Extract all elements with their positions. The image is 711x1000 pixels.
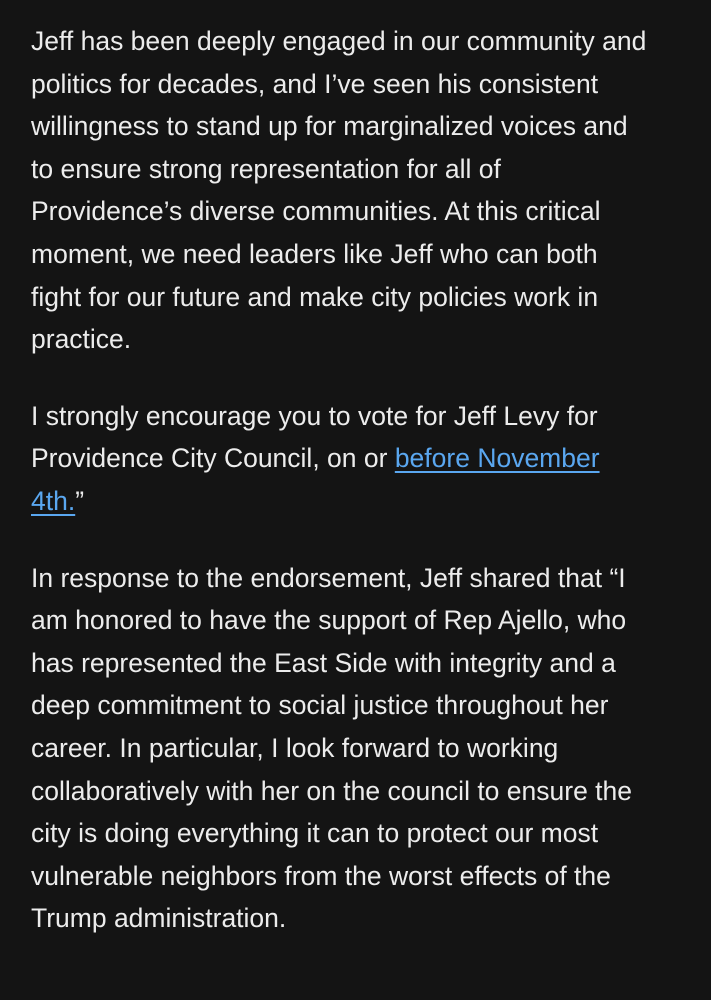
text-line: Trump administration. (31, 903, 287, 934)
closing-quote: ” (75, 485, 85, 516)
text-line: collaboratively with her on the council to ensure the (31, 775, 633, 806)
text-line: vulnerable neighbors from the worst effects of the (31, 860, 611, 891)
text-line (31, 437, 711, 480)
paragraph-endorsement-quote (31, 20, 711, 361)
text-line: am honored to have the support of Rep Ajello, who (31, 605, 627, 636)
paragraph-jeff-response (31, 557, 711, 940)
text-line: moment, we need leaders like Jeff who can both (31, 238, 598, 269)
text-line: city is doing everything it can to protect our most (31, 818, 599, 849)
text-line (31, 480, 711, 523)
text-line: politics for decades, and I’ve seen his consistent (31, 68, 599, 99)
election-date-link[interactable]: before November (394, 443, 600, 474)
text-line: fight for our future and make city policies work in (31, 281, 599, 312)
text-line: I strongly encourage you to vote for Jeff Levy for (31, 400, 598, 431)
election-date-link-continued[interactable]: 4th. (31, 485, 76, 516)
text-line: deep commitment to social justice throughout her (31, 690, 609, 721)
text-line: Jeff has been deeply engaged in our community and (31, 26, 647, 56)
paragraph-vote-call (31, 395, 711, 523)
text-line: career. In particular, I look forward to working (31, 732, 559, 763)
text-line: In response to the endorsement, Jeff shared that “I (31, 562, 626, 593)
text-line: to ensure strong representation for all of (31, 153, 501, 184)
text-line: willingness to stand up for marginalized voices and (31, 111, 628, 142)
text-segment: Providence City Council, on or (31, 443, 395, 474)
text-line: has represented the East Side with integrity and a (31, 647, 616, 678)
text-line: practice. (31, 324, 132, 355)
text-line: Providence’s diverse communities. At this critical (31, 196, 601, 227)
